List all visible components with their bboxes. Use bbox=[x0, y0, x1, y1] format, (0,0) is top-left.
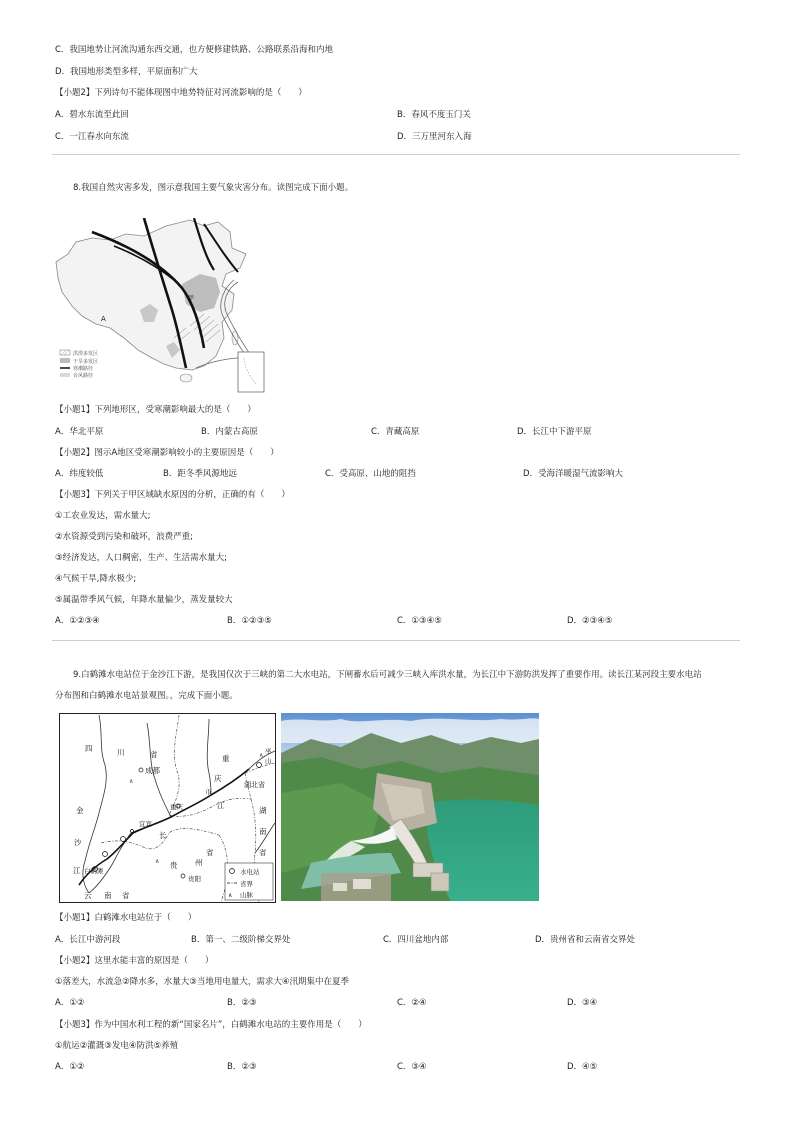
map-legend bbox=[60, 350, 98, 379]
hydropower-map bbox=[59, 713, 276, 903]
q8-sub3-option-b[interactable]: B．①②③⑤ bbox=[227, 616, 272, 626]
option-d-text: D．我国地形类型多样，平原面积广大 bbox=[55, 67, 198, 77]
label-yun-sheng: 省 bbox=[122, 891, 130, 900]
divider bbox=[52, 154, 740, 155]
label-qing: 庆 bbox=[214, 774, 222, 783]
q8-sub3-option-d[interactable]: D．②③④⑤ bbox=[567, 616, 613, 626]
q9-sub2-option-a[interactable]: A．①② bbox=[55, 998, 85, 1008]
legend-typhoon: 台风路径 bbox=[73, 373, 94, 379]
q9-sub1-option-c[interactable]: C．四川盆地内部 bbox=[383, 935, 449, 945]
q9-sub2-statements: ①落差大，水流急②降水多，水量大③当地用电量大，需求大④汛期集中在夏季 bbox=[55, 977, 349, 987]
q9-sub2-option-b[interactable]: B．②③ bbox=[227, 998, 257, 1008]
option-c[interactable]: C．一江春水向东流 bbox=[55, 132, 129, 142]
q8-sub3-option-c[interactable]: C．①③④⑤ bbox=[397, 616, 442, 626]
label-wu: 巫 bbox=[265, 747, 272, 755]
label-gui: 贵 bbox=[170, 861, 178, 870]
option-c-text: C．我国地势让河流沟通东西交通，也方便修建铁路、公路联系沿海和内地 bbox=[55, 45, 333, 55]
svg-text:∧: ∧ bbox=[129, 778, 134, 785]
q9-sub1-stem: 【小题1】白鹤滩水电站位于（ ） bbox=[55, 913, 197, 923]
divider bbox=[52, 640, 740, 641]
question-8-stem: 8.我国自然灾害多发，图示意我国主要气象灾害分布。读图完成下面小题。 bbox=[73, 183, 354, 193]
label-guiyang: 贵阳 bbox=[188, 875, 201, 883]
question-2-stem: 【小题2】下列诗句不能体现图中地势特征对河流影响的是（ ） bbox=[55, 88, 307, 98]
q8-sub1-stem: 【小题1】下列地形区，受寒潮影响最大的是（ ） bbox=[55, 405, 256, 415]
q9-sub3-statements: ①航运②灌溉③发电④防洪⑤养殖 bbox=[55, 1041, 179, 1051]
label-chongqing-city: 重庆 bbox=[170, 803, 183, 811]
q8-sub1-option-b[interactable]: B．内蒙古高原 bbox=[201, 427, 258, 437]
hydropower-map-svg bbox=[59, 713, 276, 903]
label-hu: 湖 bbox=[259, 806, 267, 815]
q8-sub3-item-5: ⑤属温带季风气候，年降水量偏少，蒸发量较大 bbox=[55, 595, 233, 605]
label-shi: 市 bbox=[205, 788, 212, 796]
q8-sub3-item-1: ①工农业发达，需水量大; bbox=[55, 511, 151, 521]
label-si: 四 bbox=[85, 744, 93, 753]
q9-sub1-option-a[interactable]: A．长江中游河段 bbox=[55, 935, 121, 945]
q8-sub1-option-d[interactable]: D．长江中下游平原 bbox=[517, 427, 592, 437]
map-label-a: A bbox=[101, 315, 106, 323]
disaster-map-svg bbox=[54, 218, 268, 398]
legend-province-border: 省界 bbox=[240, 880, 253, 888]
label-zhou-sheng: 省 bbox=[206, 848, 214, 857]
label-yun: 云 bbox=[84, 891, 92, 900]
q9-sub2-option-c[interactable]: C．②④ bbox=[397, 998, 427, 1008]
disaster-map bbox=[54, 218, 268, 398]
q9-sub3-option-a[interactable]: A．①② bbox=[55, 1062, 85, 1072]
option-d[interactable]: D．三万里河东入海 bbox=[397, 132, 472, 142]
map-label-jia: 甲 bbox=[188, 295, 195, 302]
legend-mountain: 山脉 bbox=[240, 891, 253, 899]
q9-sub2-stem: 【小题2】这里水能丰富的原因是（ ） bbox=[55, 956, 214, 966]
label-chuan: 川 bbox=[117, 748, 125, 757]
q8-sub3-item-2: ②水资源受到污染和破坏，浪费严重; bbox=[55, 532, 193, 542]
q8-sub2-option-c[interactable]: C．受高原、山地的阻挡 bbox=[325, 469, 416, 479]
svg-text:∧: ∧ bbox=[259, 752, 264, 759]
baihetan-dam-photo bbox=[281, 713, 539, 901]
label-jiang-2: 江 bbox=[217, 801, 225, 810]
q8-sub3-option-a[interactable]: A．①②③④ bbox=[55, 616, 100, 626]
q8-sub1-option-c[interactable]: C．青藏高原 bbox=[371, 427, 420, 437]
label-shan: 山 bbox=[265, 757, 272, 765]
label-chong: 重 bbox=[222, 754, 230, 763]
option-a[interactable]: A．碧水东流至此回 bbox=[55, 110, 129, 120]
question-9-stem-line1: 9.白鹤滩水电站位于金沙江下游，是我国仅次于三峡的第二大水电站，下闸蓄水后可减少三峡入库洪水量，为长江中下游防洪发挥了重要作用。读长江某河段主要水电站 bbox=[73, 670, 702, 680]
q9-sub3-option-d[interactable]: D．④⑤ bbox=[567, 1062, 598, 1072]
q9-sub3-option-b[interactable]: B．②③ bbox=[227, 1062, 257, 1072]
q8-sub3-stem: 【小题3】下列关于甲区域缺水原因的分析，正确的有（ ） bbox=[55, 490, 290, 500]
label-baihetan: 白鹤滩 bbox=[84, 867, 104, 875]
dam-photo-svg bbox=[281, 713, 539, 901]
label-sha: 沙 bbox=[74, 838, 82, 847]
q8-sub2-stem: 【小题2】图示A地区受寒潮影响较小的主要原因是（ ） bbox=[55, 448, 279, 458]
q8-sub2-option-b[interactable]: B．距冬季风源地远 bbox=[163, 469, 237, 479]
label-hunan-sheng: 省 bbox=[259, 848, 267, 857]
q8-sub3-item-4: ④气候干旱,降水极少; bbox=[55, 574, 137, 584]
q9-sub3-stem: 【小题3】作为中国水利工程的新“国家名片”，白鹤滩水电站的主要作用是（ ） bbox=[55, 1020, 367, 1030]
q9-sub2-option-d[interactable]: D．③④ bbox=[567, 998, 598, 1008]
south-sea-inset bbox=[238, 352, 264, 392]
legend-hydropower: 水电站 bbox=[240, 868, 260, 876]
hydropower-legend bbox=[225, 863, 273, 900]
label-chang: 长 bbox=[159, 831, 167, 840]
label-zhou: 州 bbox=[195, 858, 203, 867]
label-yibin: 宜宾 bbox=[139, 820, 152, 828]
label-hunan-nan: 南 bbox=[259, 827, 267, 836]
q9-sub1-option-b[interactable]: B．第一、二级阶梯交界处 bbox=[191, 935, 291, 945]
label-hubei: 湖北省 bbox=[244, 781, 265, 789]
legend-drought: 干旱多发区 bbox=[73, 359, 99, 365]
legend-cold-wave: 寒潮路径 bbox=[73, 366, 94, 372]
option-b[interactable]: B．春风不度玉门关 bbox=[397, 110, 471, 120]
label-jiang: 江 bbox=[73, 866, 81, 875]
legend-flood: 洪涝多发区 bbox=[73, 351, 99, 357]
label-chengdu: 成都 bbox=[145, 766, 160, 775]
q8-sub1-option-a[interactable]: A．华北平原 bbox=[55, 427, 104, 437]
q8-sub2-option-a[interactable]: A．纬度较低 bbox=[55, 469, 104, 479]
q8-sub2-option-d[interactable]: D．受海洋暖湿气流影响大 bbox=[523, 469, 624, 479]
label-jin: 金 bbox=[76, 806, 84, 815]
q9-sub3-option-c[interactable]: C．③④ bbox=[397, 1062, 427, 1072]
svg-text:∧: ∧ bbox=[155, 858, 160, 865]
q9-sub1-option-d[interactable]: D．贵州省和云南省交界处 bbox=[535, 935, 636, 945]
label-sheng: 省 bbox=[150, 750, 158, 759]
q8-sub3-item-3: ③经济发达，人口稠密，生产、生活需水量大; bbox=[55, 553, 227, 563]
label-nan: 南 bbox=[104, 891, 112, 900]
svg-text:∧: ∧ bbox=[228, 892, 233, 899]
hainan-island bbox=[180, 374, 192, 382]
question-9-stem-line2: 分布图和白鹤滩水电站景观图。，完成下面小题。 bbox=[55, 691, 238, 701]
